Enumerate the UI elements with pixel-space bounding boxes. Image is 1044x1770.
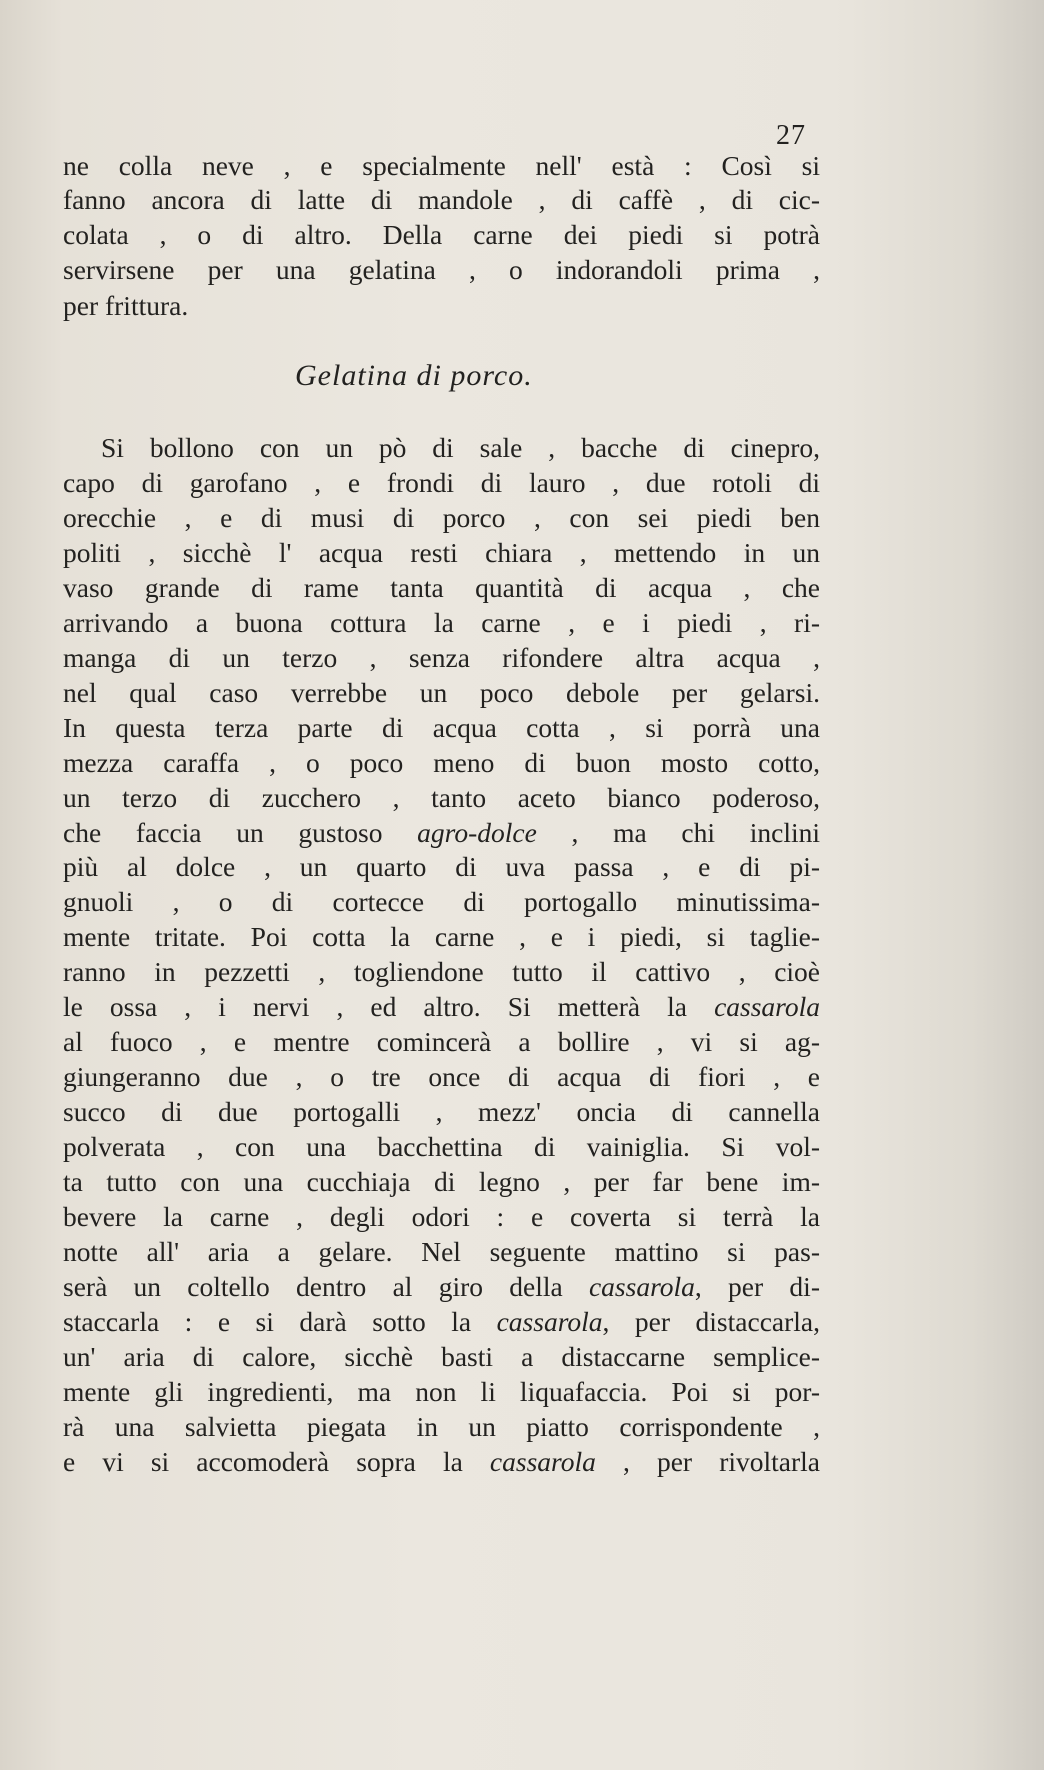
text-line: fanno ancora di latte di mandole , di caffè , di cic- (63, 184, 820, 215)
page-number: 27 (776, 120, 806, 151)
text-line: mente gli ingredienti, ma non li liquafaccia. Poi si por- (63, 1375, 820, 1407)
text-line: giungeranno due , o tre once di acqua di fiori , e (63, 1061, 820, 1093)
text-line: notte all' aria a gelare. Nel seguente mattino si pas- (63, 1235, 820, 1267)
text-line: In questa terza parte di acqua cotta , si porrà una (63, 711, 820, 743)
text-line: servirsene per una gelatina , o indorandoli prima , (63, 254, 820, 285)
italic-term: cassarola (588, 1270, 695, 1302)
text-line: succo di due portogalli , mezz' oncia di cannella (63, 1096, 820, 1128)
text-line: orecchie , e di musi di porco , con sei piedi ben (63, 501, 820, 533)
text-line: un' aria di calore, sicchè basti a distaccarne semplice- (63, 1340, 820, 1372)
text-line: ta tutto con una cucchiaja di legno , per far bene im- (63, 1166, 820, 1197)
text-line: mezza caraffa , o poco meno di buon mosto cotto, (63, 746, 820, 778)
text-line: serà un coltello dentro al giro della cassarola, per di- (63, 1270, 820, 1302)
text-line: e vi si accomoderà sopra la cassarola , per rivoltarla (63, 1445, 821, 1477)
text-line: polverata , con una bacchettina di vainiglia. Si vol- (63, 1131, 820, 1162)
italic-term: cassarola (496, 1305, 603, 1337)
text-line: più al dolce , un quarto di uva passa , e di pi- (63, 851, 820, 883)
text-line: mente tritate. Poi cotta la carne , e i piedi, si taglie- (63, 921, 820, 953)
text-line: politi , sicchè l' acqua resti chiara , mettendo in un (63, 536, 820, 568)
text-line: al fuoco , e mentre comincerà a bollire , vi si ag- (63, 1026, 820, 1058)
text-line: ranno in pezzetti , togliendone tutto il cattivo , cioè (63, 956, 820, 988)
italic-term: cassarola (489, 1445, 596, 1477)
text-line: che faccia un gustoso agro-dolce , ma chi inclini (63, 816, 820, 848)
text-line: arrivando a buona cottura la carne , e i piedi , ri- (63, 606, 820, 638)
italic-term: agro-dolce (417, 816, 537, 848)
text-line: rà una salvietta piegata in un piatto corrispondente , (63, 1410, 820, 1442)
text-line: ne colla neve , e specialmente nell' està : Così si (63, 150, 820, 181)
text-line: vaso grande di rame tanta quantità di acqua , che (63, 571, 820, 603)
text-line: Si bollono con un pò di sale , bacche di cinepro, (101, 432, 820, 463)
text-line: colata , o di altro. Della carne dei piedi si potrà (63, 219, 820, 250)
text-line: capo di garofano , e frondi di lauro , due rotoli di (63, 466, 820, 498)
section-heading: Gelatina di porco. (295, 359, 533, 392)
text-line: manga di un terzo , senza rifondere altra acqua , (63, 641, 820, 673)
text-line: nel qual caso verrebbe un poco debole per gelarsi. (63, 676, 820, 708)
text-line: le ossa , i nervi , ed altro. Si metterà la cassarola (63, 991, 820, 1023)
text-line: staccarla : e si darà sotto la cassarola, per distaccarla, (63, 1305, 820, 1337)
italic-term: cassarola (714, 991, 820, 1023)
text-line: gnuoli , o di cortecce di portogallo minutissima- (63, 886, 820, 918)
text-line: bevere la carne , degli odori : e coverta si terrà la (63, 1200, 820, 1232)
text-line: per frittura. (63, 290, 189, 321)
text-line: un terzo di zucchero , tanto aceto bianco poderoso, (63, 781, 820, 813)
